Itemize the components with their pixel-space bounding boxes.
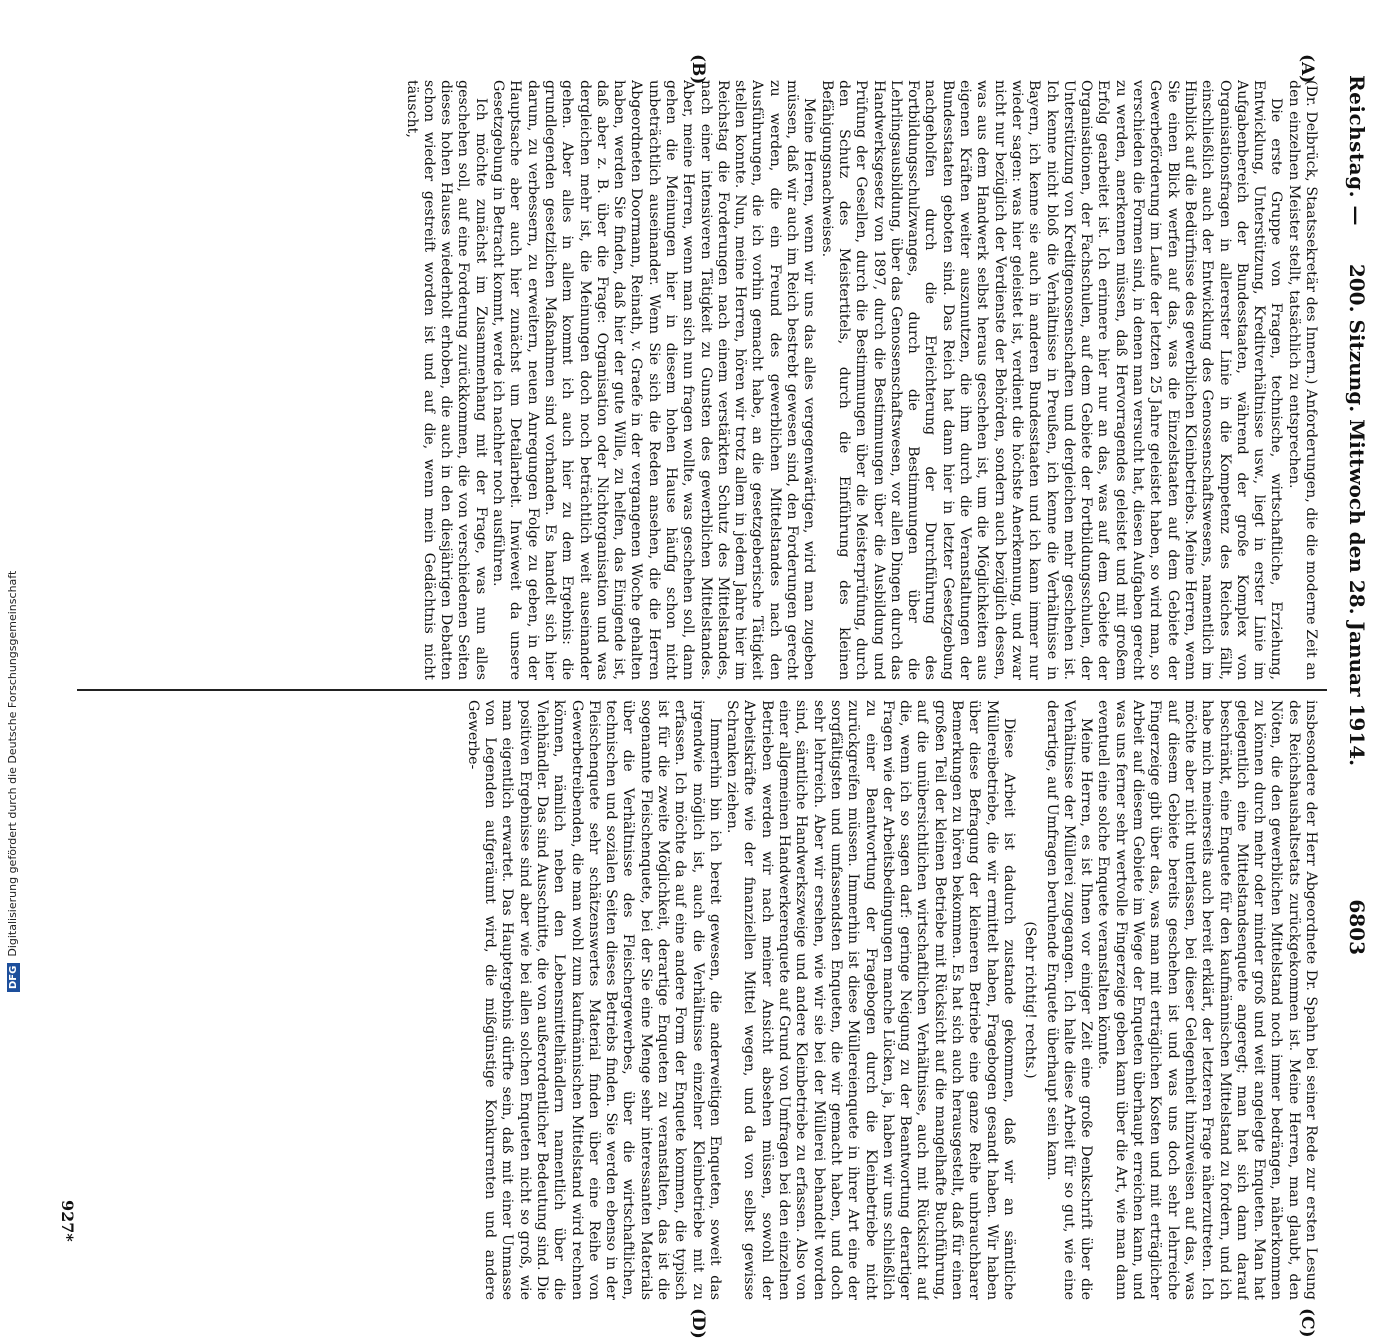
- paragraph: Diese Arbeit ist dadurch zustande gekommen, daß wir an sämtliche Müllereibetriebe, die wir ermittelt haben, Fragebogen gesandt haben. Wir haben über diese Befragung der kleineren Betriebe eine ganze Reihe unbrauchbarer Bemerkungen zu hören bekommen. Es hat sich auch herausgestellt, daß für einen großen Teil der kleinen Betriebe mit Rücksicht auf die mangelhafte Buchführung, auf die unübersichtlichen wirtschaftlichen Verhältnisse, auch mit Rücksicht auf die, wenn ich so sagen darf: geringe Neigung zu der Beantwortung derartiger Fragen wie der Arbeitsbedingungen manche Lücken, ja, haben wir uns schließlich zu einer Beantwortung der Fragebogen durch die Kleinbetriebe nicht zurückgreifen müssen. Immerhin ist diese Müllereienquete in ihrer Art eine der sorgfältigsten und umfassendsten Enqueten, die wir gemacht haben, und doch sehr lehrreich. Aber wir ersehen, wie wir sie bei der Müllerei behandelt worden sind, sämtliche Handwerkszweige und andere Kleinbetriebe zu erfassen. Also von einer allgemeinen Handwerkerenquete auf Grund von Umfragen bei den einzelnen Betrieben werden wir nach meiner Ansicht absehen müssen, sowohl der Arbeitskräfte wie der finanziellen Mittel wegen, und da von selbst gewisse Schranken ziehen.: [724, 700, 1017, 1300]
- page-number: 6803: [1345, 899, 1369, 955]
- paragraph: Die erste Gruppe von Fragen, technische, wirtschaftliche, Erziehung, Entwicklung, Unterstützung, Kreditverhältnisse usw., liegt in erster Linie im Aufgabenbereich der Bundesstaaten, während der große Komplex von Organisationsfragen in allererster Linie in die Kompetenz des Reiches fällt, einschließlich auch der Entwicklung des Genossenschaftswesens, namentlich im Hinblick auf die Bedürfnisse des gewerblichen Kleinbetriebs. Meine Herren, wenn Sie einen Blick werfen auf das, was die Einzelstaaten auf dem Gebiete der Gewerbeförderung im Laufe der letzten 25 Jahre geleistet haben, so wird man, so verschieden die Formen sind, in denen man versucht hat, diesen Aufgaben gerecht zu werden, anerkennen müssen, daß Hervorragendes geleistet und mit großem Erfolg gearbeitet ist. Ich erinnere hier nur an das, was auf dem Gebiete der Organisationen, der Fachschulen, auf dem Gebiete der Fortbildungsschulen, der Unterstützung von Kreditgenossenschaften und dergleichen mehr geschehen ist. Ich kenne nicht bloß die Verhältnisse in Preußen, ich kenne die Verhältnisse in Bayern, ich kenne sie auch in anderen Bundesstaaten und ich kann immer nur wieder sagen: was hier geleistet ist, verdient die höchste Anerkennung, und zwar nicht nur bezüglich der Verdienste der Behörden, sondern auch bezüglich dessen, was aus dem Handwerk selbst heraus geschehen ist, um die Möglichkeiten aus eigenen Kräften weiter auszunutzen, die ihm durch die Veranstaltungen der Bundesstaaten geboten sind. Das Reich hat dann hier in letzter Gesetzgebung nachgeholfen durch die Erleichterung der Durchführung des Fortbildungsschulzwanges, durch die Bestimmungen über die Lehrlingsausbildung, über das Genossenschaftswesen, vor allen Dingen durch das Handwerksgesetz von 1897, durch die Bestimmungen über die Ausbildung und Prüfung der Gesellen, durch die Bestimmungen über die Meisterprüfung, durch den Schutz des Meistertitels, durch die Einführung des kleinen Befähigungsnachweises.: [818, 80, 1285, 680]
- interjection: (Sehr richtig! rechts.): [1022, 921, 1039, 1079]
- margin-letter-a: (A): [1297, 54, 1317, 84]
- margin-letter-b: (B): [688, 54, 708, 85]
- right-column: [79, 700, 1319, 1300]
- dfg-logo: DFG: [7, 963, 20, 992]
- header-title: 200. Sitzung. Mittwoch den 28. Januar 1914.: [1345, 263, 1369, 767]
- paragraph: Meine Herren, es ist Ihnen vor einiger Zeit eine große Denkschrift über die Verhältnisse der Müllerei zugegangen. Ich halte diese Arbeit für so gut, wie eine derartige, auf Umfragen beruhende Enquete überhaupt sein kann.: [1043, 700, 1095, 1300]
- paragraph: Immerhin bin ich bereit gewesen, die anderweitigen Enqueten, soweit das irgendwie möglich ist, auch die Verhältnisse einzelner Kleinbetriebe mit zu erfassen. Ich möchte da auf eine andere Form der Enquete kommen, die typisch ist für die zweite Möglichkeit, derartige Enqueten zu veranstalten, das ist die sogenannte Fleischenquete, bei der Sie eine Menge sehr interessanten Materials über die Verhältnisse des Fleischergewerbes, über die wirtschaftlichen, technischen und sozialen Seiten dieses Betriebs finden. Sie werden ebenso in der Fleischenquete sehr schätzenswertes Material finden über eine Reihe von Gewerbetreibenden, die man wohl zum kaufmännischen Mittelstand wird rechnen können, nämlich neben den Lebensmittelhändlern namentlich über die Viehhändler. Das sind Ausschnitte, die von außerordentlicher Bedeutung sind. Die positiven Ergebnisse sind aber wie bei allen solchen Enqueten nicht so groß, wie man eigentlich erwartet. Das Hauptergebnis dürfte sein, daß mit einer Unmasse von Legenden aufgeräumt wird, die mißgünstige Konkurrenten und andere Gewerbe-: [464, 700, 723, 1300]
- left-column: [79, 80, 1319, 680]
- signature-mark: 927*: [58, 1200, 77, 1242]
- header-left: Reichstag. —: [1345, 75, 1369, 227]
- credit-text: Digitalisierung gefördert durch die Deutsche Forschungsgemeinschaft: [6, 570, 19, 957]
- paragraph: Ich möchte zunächst im Zusammenhang mit der Frage, was nun alles geschehen soll, auf eine Forderung zurückkommen, die von verschiedenen Seiten dieses hohen Hauses wiederholt erhoben, die auch in den diesjährigen Debatten schon wieder gestreift worden ist und auf die, wenn mein Gedächtnis nicht täuscht,: [403, 80, 489, 680]
- paragraph: Meine Herren, wenn wir uns das alles vergegenwärtigen, wird man zugeben müssen, daß wir auch im Reich bestrebt gewesen sind, den Forderungen gerecht zu werden, die ein Freund des gewerblichen Mittelstandes nach den Ausführungen, die ich vorhin gemacht habe, an die gesetzgeberische Tätigkeit stellen konnte. Nun, meine Herren, hören wir trotz allem in jedem Jahre hier im Reichstag die Forderungen nach einem verstärkten Schutz des Mittelstandes, nach einer intensiveren Tätigkeit zu Gunsten des gewerblichen Mittelstandes. Aber, meine Herren, wenn man sich nun fragen wollte, was geschehen soll, dann gehen die Meinungen hier in diesem hohen Hause häufig schon nicht unbeträchtlich auseinander. Wenn Sie sich die Reden ansehen, die die Herren Abgeordneten Doormann, Reinath, v. Graefe in der vergangenen Woche gehalten haben, werden Sie finden, daß hier der gute Wille, zu helfen, das Einigende ist, daß aber z. B. über die Frage: Organisation oder Nichtorganisation und was dergleichen mehr ist, die Meinungen doch noch beträchtlich weit auseinander gehen. Aber alles in allem kommt ich auch hier zu dem Ergebnis: die grundlegenden gesetzlichen Maßnahmen sind vorhanden. Es handelt sich hier darum, zu verbessern, zu erweitern, neuen Anregungen Folge zu geben, in der Hauptsache aber auch hier zunächst um Detailarbeit. Inwieweit da unsere Gesetzgebung in Betracht kommt, werde ich nachher noch ausführen.: [490, 80, 818, 680]
- paragraph: (Dr. Delbrück, Staatssekretär des Innern.) Anforderungen, die die moderne Zeit an den einzelnen Meister stellt, tatsächlich zu entsprechen.: [1285, 80, 1319, 680]
- margin-letter-d: (D): [688, 1308, 708, 1339]
- paragraph: insbesondere der Herr Abgeordnete Dr. Spahn bei seiner Rede zur ersten Lesung des Reichshaushaltsetats zurückgekommen ist. Meine Herren, man glaubt, den Nöten, die den gewerblichen Mittelstand noch immer bedrängen, näherkommen zu können durch mehr oder minder groß und weit angelegte Enqueten. Man hat gelegentlich eine Mittelstandsenquete angeregt; man hat sich dann darauf beschränkt, eine Enquete für den kaufmännischen Mittelstand zu fordern, und ich habe mich meinerseits auch bereit erklärt, der letzteren Frage näherzutreten. Ich möchte aber nicht unterlassen, bei dieser Gelegenheit hinzuweisen auf das, was auf diesem Gebiete bereits geschehen ist und was uns doch sehr lehrreiche Fingerzeige gibt über das, was man mit erträglichen Kosten und mit erträglicher Arbeit auf diesem Gebiete im Wege der Enqueten überhaupt erreichen kann, und was uns ferner sehr wertvolle Fingerzeige geben kann über die Art, wie man dann eventuell eine solche Enquete veranstalten könnte.: [1095, 700, 1319, 1300]
- column-divider: [77, 689, 1327, 691]
- margin-letter-c: (C): [1297, 1308, 1317, 1338]
- page-header: [1343, 75, 1373, 955]
